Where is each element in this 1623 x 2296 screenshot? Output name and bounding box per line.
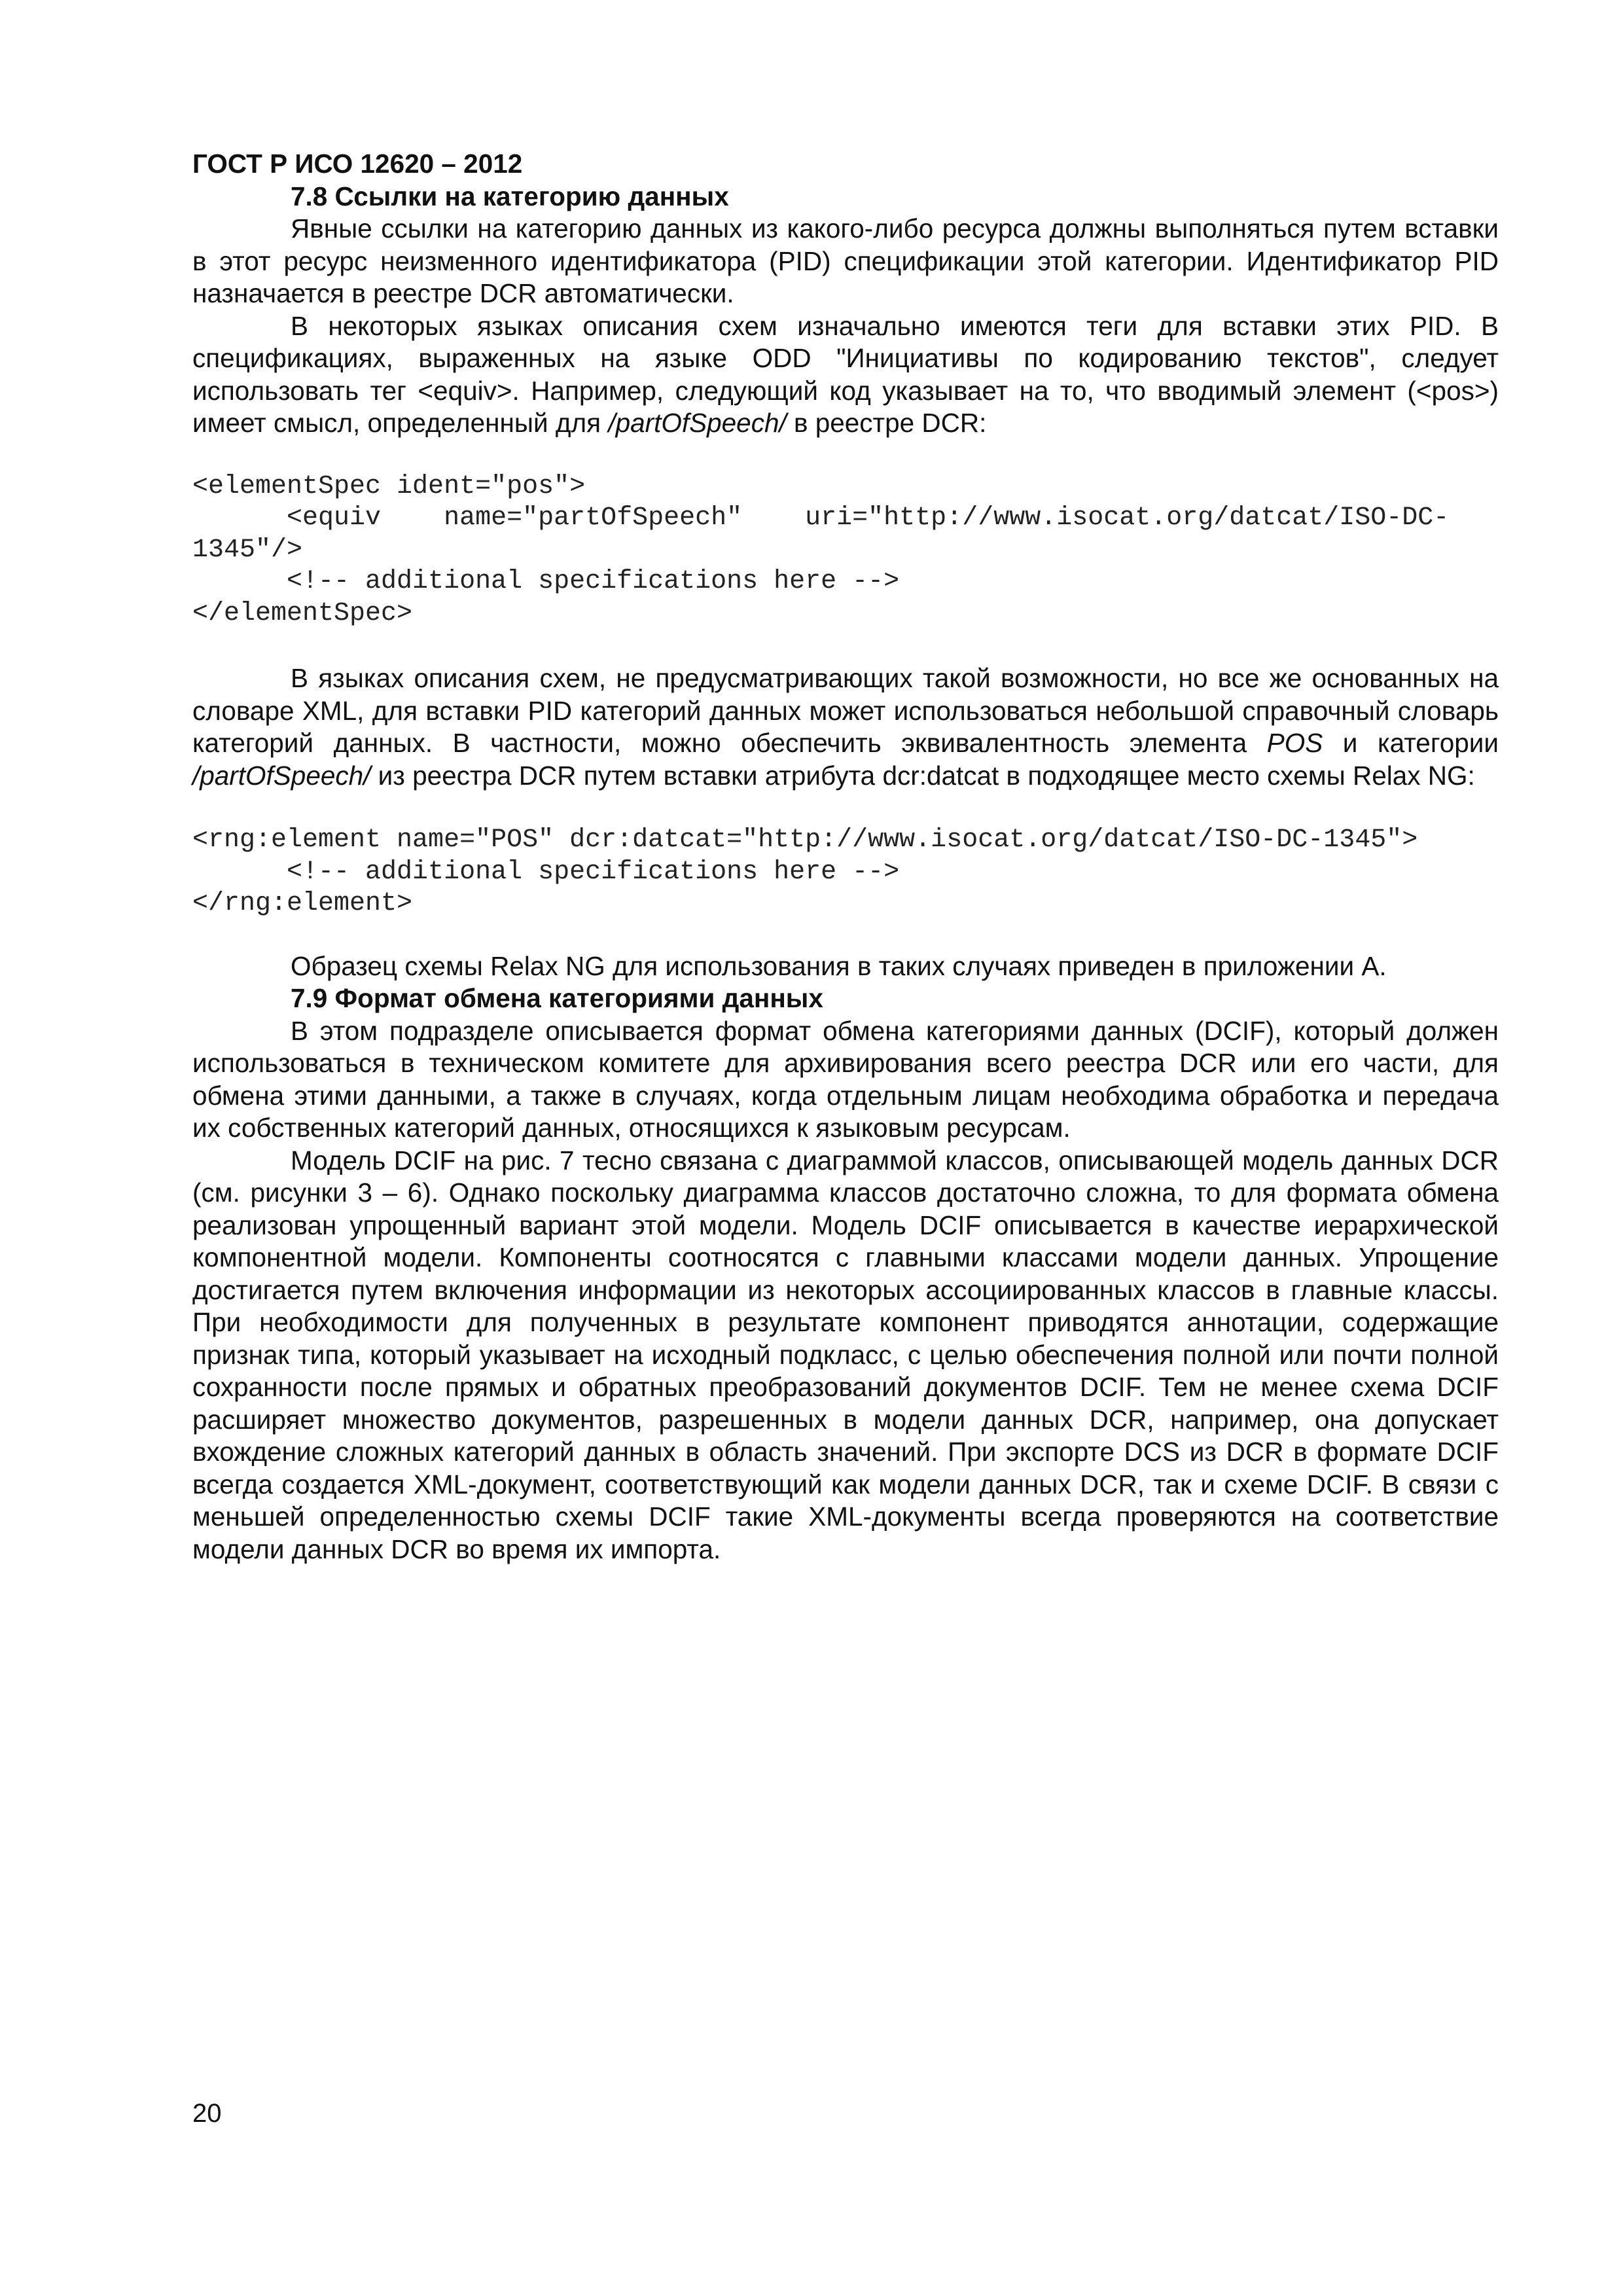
text-run: В языках описания схем, не предусматривающих такой возможности, но все же основанных на словаре XML, для вставки PID категорий данных может использоваться небольшой справочный словарь категорий данных. В частности, можно обеспечить эквивалентность элемента [192,663,1499,758]
code-line: <!-- additional specifications here --> [192,857,900,887]
document-page [192,148,1499,1566]
section-7-8-paragraph-4: Образец схемы Relax NG для использования в таких случаях приведен в приложении А. [291,950,1387,981]
page-number: 20 [192,2099,222,2128]
code-line: </elementSpec> [192,598,413,628]
code-line: <elementSpec ident="pos"> [192,471,586,501]
code-block-rng-element [192,825,1499,920]
code-line: 1345"/> [192,535,303,565]
section-7-9-paragraph-1: В этом подразделе описывается формат обмена категориями данных (DCIF), который должен использоваться в техническом комитете для архивирования всего реестра DCR или его части, для обмена этими данными, а также в случаях, когда отдельным лицам необходима обработка и передача их собственных категорий данных, относящихся к языковым ресурсам. [192,1015,1499,1143]
section-7-8-paragraph-2 [192,310,1499,440]
emphasis-term: POS [1266,728,1323,758]
text-run: В некоторых языках описания схем изначально имеются теги для вставки этих PID. В спецификациях, выраженных на языке ODD "Инициативы по кодированию текстов", следует использовать тег <equiv>. Например, следующий код указывает на то, что вводимый элемент (<pos>) имеет смысл, определенный для [192,310,1499,438]
code-line: <!-- additional specifications here --> [192,567,900,596]
section-7-9-title: 7.9 Формат обмена категориями данных [291,983,823,1013]
text-run: из реестра DCR путем вставки атрибута dcr:datcat в подходящее место схемы Relax NG: [370,760,1475,791]
document-header: ГОСТ Р ИСО 12620 – 2012 [192,149,523,179]
code-line: <rng:element name="POS" dcr:datcat="http://www.isocat.org/datcat/ISO-DC-1345"> [192,825,1418,855]
text-run: и категории [1323,728,1499,758]
section-7-8-paragraph-1: Явные ссылки на категорию данных из какого-либо ресурса должны выполняться путем вставки в этот ресурс неизменного идентификатора (PID) спецификации этой категории. Идентификатор PID назначается в реестре DCR автоматически. [192,213,1499,308]
code-line: </rng:element> [192,889,413,918]
text-run: в реестре DCR: [786,408,987,438]
emphasis-term: /partOfSpeech/ [192,760,371,791]
section-7-8-paragraph-3 [192,662,1499,792]
code-line: <equiv name="partOfSpeech" uri="http://www.isocat.org/datcat/ISO-DC- [192,503,1450,533]
emphasis-term: /partOfSpeech/ [608,408,787,438]
section-7-9-paragraph-2: Модель DCIF на рис. 7 тесно связана с диаграммой классов, описывающей модель данных DCR (см. рисунки 3 – 6). Однако поскольку диаграмма классов достаточно сложна, то для формата обмена реализован упрощенный вариант этой модели. Модель DCIF описывается в качестве иерархической компонентной модели. Компоненты соотносятся с главными классами модели данных. Упрощение достигается путем включения информации из некоторых ассоциированных классов в главные классы. При необходимости для полученных в результате компонент приводятся аннотации, содержащие признак типа, который указывает на исходный подкласс, с целью обеспечения полной или почти полной сохранности после прямых и обратных преобразований документов DCIF. Тем не менее схема DCIF расширяет множество документов, разрешенных в модели данных DCR, например, она допускает вхождение сложных категорий данных в область значений. При экспорте DCS из DCR в формате DCIF всегда создается XML-документ, соответствующий как модели данных DCR, так и схеме DCIF. В связи с меньшей определенностью схемы DCIF такие XML-документы всегда проверяются на соответствие модели данных DCR во время их импорта. [192,1145,1499,1564]
code-block-elementspec [192,471,1499,630]
section-7-8-title: 7.8 Ссылки на категорию данных [291,181,729,211]
